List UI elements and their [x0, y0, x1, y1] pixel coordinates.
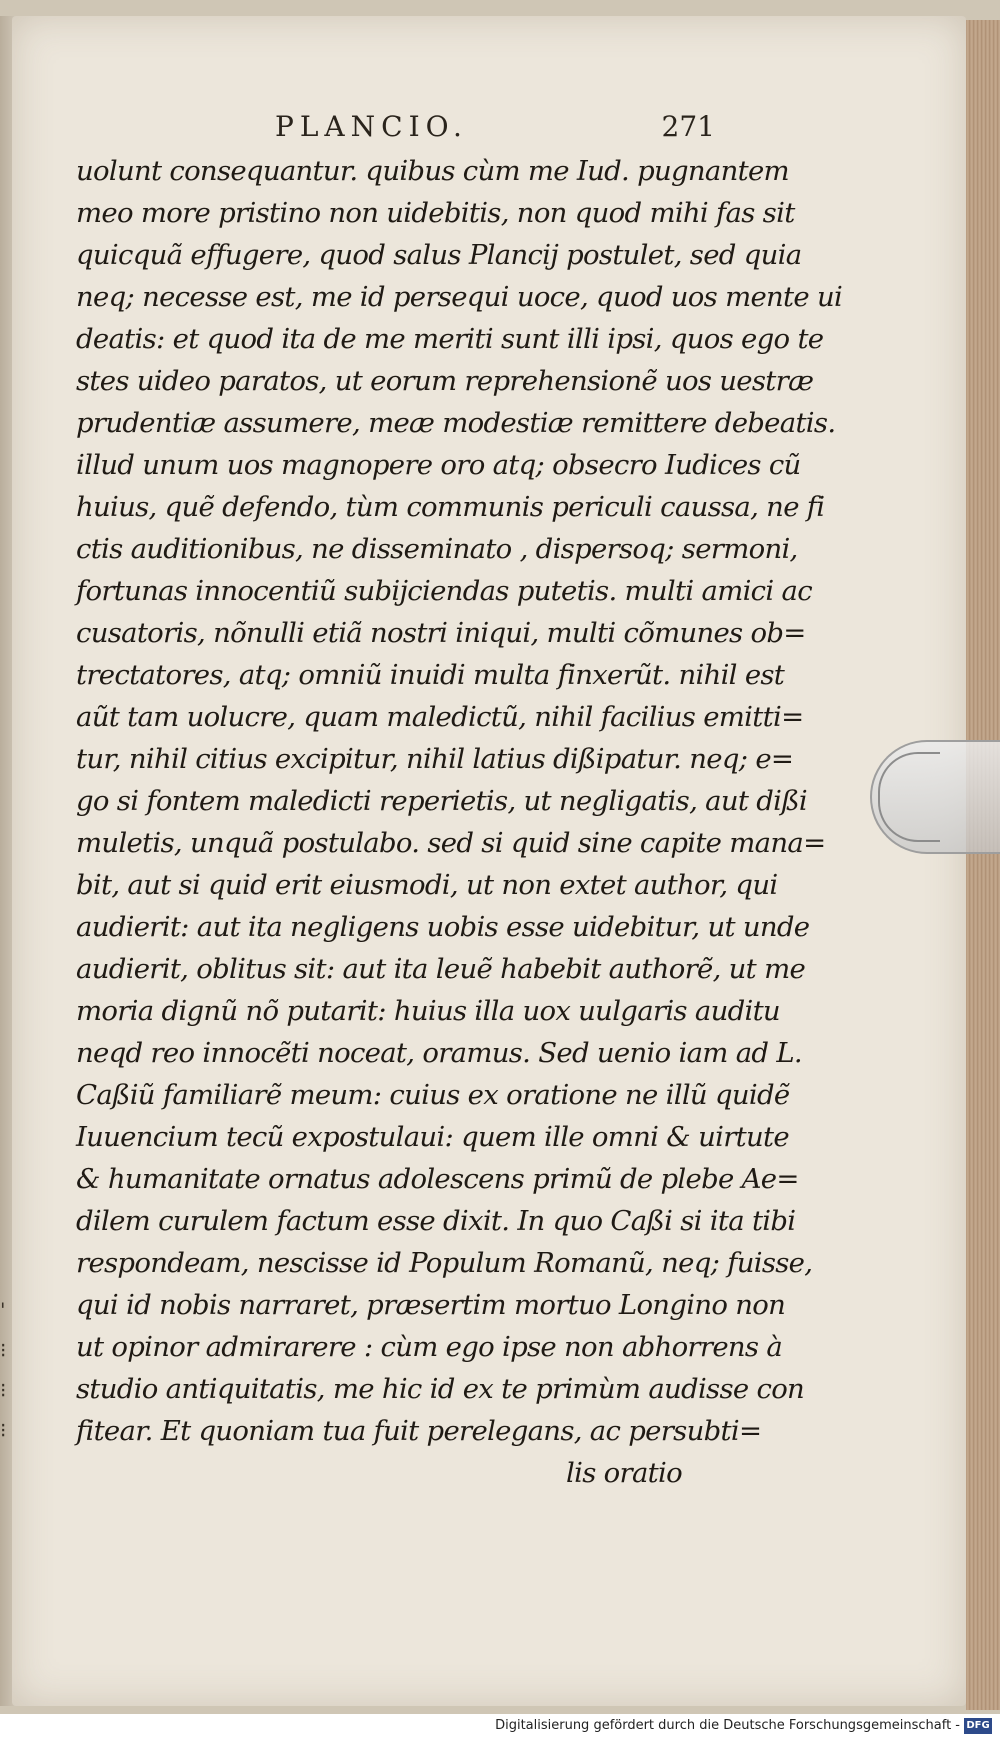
- text-line-catchword: lis oratio: [566, 1457, 682, 1489]
- text-line: go si fontem maledicti reperietis, ut negligatis, aut dißi: [76, 785, 808, 817]
- text-line: huius, quẽ defendo, tùm communis periculi caussa, ne fi: [76, 491, 825, 523]
- text-line: fitear. Et quoniam tua fuit perelegans, ac persubti=: [76, 1415, 762, 1447]
- text-line: tur, nihil citius excipitur, nihil latius dißipatur. neq; e=: [76, 743, 794, 775]
- text-line: moria dignũ nõ putarit: huius illa uox uulgaris auditu: [76, 995, 780, 1027]
- margin-mark: ⁝: [0, 1418, 7, 1442]
- running-head: [275, 110, 715, 150]
- text-line: prudentiæ assumere, meæ modestiæ remittere debeatis.: [76, 407, 836, 439]
- text-line: cusatoris, nõnulli etiã nostri iniqui, multi cõmunes ob=: [76, 617, 806, 649]
- dfg-logo: DFG: [964, 1718, 992, 1734]
- text-line: quicquã effugere, quod salus Plancij postulet, sed quia: [76, 239, 802, 271]
- body-text: [76, 150, 843, 1494]
- margin-marks: [0, 1290, 14, 1450]
- text-line: Iuuencium tecũ expostulaui: quem ille omni & uirtute: [76, 1121, 789, 1153]
- text-line: studio antiquitatis, me hic id ex te primùm audisse con: [76, 1373, 805, 1405]
- text-line: bit, aut si quid erit eiusmodi, ut non extet author, qui: [76, 869, 778, 901]
- text-line: neqd reo innocẽti noceat, oramus. Sed uenio iam ad L.: [76, 1037, 802, 1069]
- text-line: Caßiũ familiarẽ meum: cuius ex oratione ne illũ quidẽ: [76, 1079, 790, 1111]
- funding-credit: Digitalisierung gefördert durch die Deutsche Forschungsgemeinschaft -: [495, 1718, 960, 1733]
- text-line: meo more pristino non uidebitis, non quod mihi fas sit: [76, 197, 795, 229]
- text-line: & humanitate ornatus adolescens primũ de plebe Ae=: [76, 1163, 799, 1195]
- text-line: dilem curulem factum esse dixit. In quo Caßi si ita tibi: [76, 1205, 796, 1237]
- margin-mark: ⁝: [0, 1338, 7, 1362]
- text-line: ut opinor admirarere : cùm ego ipse non abhorrens à: [76, 1331, 783, 1363]
- book-clip-inner: [878, 752, 940, 842]
- running-head-title: PLANCIO.: [275, 110, 468, 143]
- footer-bar: [0, 1714, 1000, 1740]
- page-number: 271: [661, 110, 715, 143]
- text-line: illud unum uos magnopere oro atq; obsecro Iudices cũ: [76, 449, 801, 481]
- text-line: respondeam, nescisse id Populum Romanũ, neq; fuisse,: [76, 1247, 813, 1279]
- text-line: ctis auditionibus, ne disseminato , dispersoq; sermoni,: [76, 533, 798, 565]
- text-line: trectatores, atq; omniũ inuidi multa finxerũt. nihil est: [76, 659, 785, 691]
- text-line: aũt tam uolucre, quam maledictũ, nihil facilius emitti=: [76, 701, 804, 733]
- text-line: qui id nobis narraret, præsertim mortuo Longino non: [76, 1289, 786, 1321]
- text-line: fortunas innocentiũ subijciendas putetis. multi amici ac: [76, 575, 812, 607]
- page-edges: [966, 20, 1000, 1710]
- text-line: stes uideo paratos, ut eorum reprehensionẽ uos uestræ: [76, 365, 814, 397]
- text-line: audierit, oblitus sit: aut ita leuẽ habebit authorẽ, ut me: [76, 953, 806, 985]
- margin-mark: ⁝: [0, 1378, 7, 1402]
- text-line: neq; necesse est, me id persequi uoce, quod uos mente ui: [76, 281, 843, 313]
- text-line: audierit: aut ita negligens uobis esse uidebitur, ut unde: [76, 911, 810, 943]
- text-line: uolunt consequantur. quibus cùm me Iud. pugnantem: [76, 155, 789, 187]
- text-line: muletis, unquã postulabo. sed si quid sine capite mana=: [76, 827, 826, 859]
- text-line: deatis: et quod ita de me meriti sunt illi ipsi, quos ego te: [76, 323, 824, 355]
- margin-mark: ': [0, 1298, 6, 1322]
